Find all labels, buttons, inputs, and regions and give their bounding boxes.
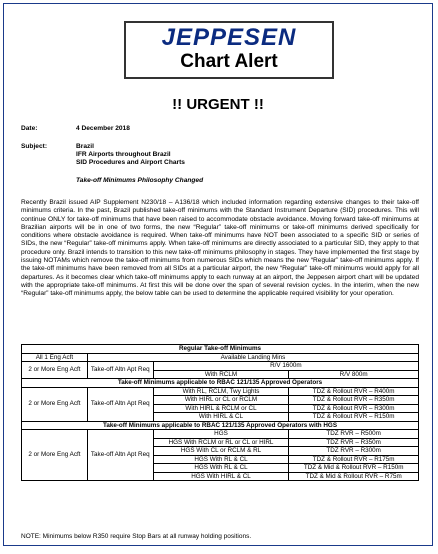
table-row: With RL, RCLM, Twy Lights <box>153 387 289 396</box>
rv-800-cell: R/V 800m <box>289 370 419 379</box>
subject-line-2: IFR Airports throughout Brazil <box>76 151 171 158</box>
table-row: TDZ & Mid & Rollout RVR – R75m <box>289 472 419 481</box>
table-row: TDZ & Rollout RVR – R400m <box>289 387 419 396</box>
avail-landing-cell: Available Landing Mins <box>87 353 418 362</box>
table-title: Regular Take-off Minimums <box>22 345 419 354</box>
section2-title: Take-off Minimums applicable to RBAC 121/135 Approved Operators <box>22 379 419 388</box>
altn-req-cell: Take-off Altn Apt Req <box>87 362 153 379</box>
table-row: HGS With CL or RCLM & RL <box>153 447 289 456</box>
table-row: HGS With RCLM or RL or CL or HIRL <box>153 438 289 447</box>
section3-eng-cell: 2 or More Eng Acft <box>22 430 88 481</box>
date-label: Date: <box>21 125 38 132</box>
subject-line-3: SID Procedures and Airport Charts <box>76 159 185 166</box>
take-off-minimums-table <box>21 344 419 481</box>
table-row: HGS With RL & CL <box>153 455 289 464</box>
table-row: TDZ RVR – R300m <box>289 447 419 456</box>
table-row: TDZ RVR – R350m <box>289 438 419 447</box>
table-row: TDZ & Mid & Rollout RVR – R150m <box>289 464 419 473</box>
urgent-heading: !! URGENT !! <box>172 96 264 113</box>
table-row: TDZ & Rollout RVR – R150m <box>289 413 419 422</box>
section2-eng-cell: 2 or More Eng Acft <box>22 387 88 421</box>
table-row: With HIRL & RCLM or CL <box>153 404 289 413</box>
topic-heading: Take-off Minimums Philosophy Changed <box>76 177 204 184</box>
table-row: TDZ & Rollout RVR – R300m <box>289 404 419 413</box>
table-row: HGS With HIRL & CL <box>153 472 289 481</box>
subject-label: Subject: <box>21 143 48 150</box>
subject-line-1: Brazil <box>76 143 94 150</box>
chart-alert-page <box>3 3 433 546</box>
table-row: TDZ & Rollout RVR – R175m <box>289 455 419 464</box>
rv-1600-cell: R/V 1600m <box>153 362 418 371</box>
two-or-more-cell: 2 or More Eng Acft <box>22 362 88 379</box>
body-paragraph: Recently Brazil issued AIP Supplement N230/18 – A136/18 which included information regarding extensive changes to their take-off minimums criteria. In the past, Brazil published take-off minimums with the Standard Instrument Departure (SID) procedures. This will continue ONLY for take-off minimums that have been raised to accommodate obstacle avoidance. Moving forward take-off minimums at Brazilian airports will be in one of two forms, the new “Regular” take-off minimums or take-off minimums derived specifically for conditions where obstacle avoidance is required. When take-off minimums have NOT been associated to a specific SID or series of SIDs, the new “Regular” take-off minimums apply. When take-off minimums are directly associated to a particular SID, they apply to that procedure only. Brazil intends to transition to this new take-off minimums philosophy in stages. They have implemented the first stage by issuing NOTAMs which remove the take-off minimums from numerous SIDs which means the new “Regular” take-off minimums apply. If the take-off minimums have been removed from all SIDs at a particular airport, the new “Regular” take-off minimums would apply for all departures. As it becomes clear which take-off minimums apply to each runway at an airport, the Jeppesen airport chart will be updated with the appropriate take-off minimums. At first this will be done over the span of several revision cycles. In the interim, when the new “Regular” take-off minimums apply, the below table can be used to determine the applicable required visibility for your operation. <box>21 199 419 298</box>
table-row: With HIRL or CL or RCLM <box>153 396 289 405</box>
date-value: 4 December 2018 <box>76 125 130 132</box>
all-eng-cell: All 1 Eng Acft <box>22 353 88 362</box>
section3-altn-cell: Take-off Altn Apt Req <box>87 430 153 481</box>
jeppesen-banner <box>124 21 334 79</box>
with-rclm-cell: With RCLM <box>153 370 289 379</box>
table-row: With HIRL & CL <box>153 413 289 422</box>
section2-altn-cell: Take-off Altn Apt Req <box>87 387 153 421</box>
table-row: TDZ & Rollout RVR – R350m <box>289 396 419 405</box>
table-row: TDZ RVR – R500m <box>289 430 419 439</box>
table-row: HGS <box>153 430 289 439</box>
chart-alert-title: Chart Alert <box>180 51 278 72</box>
jeppesen-logo: JEPPESEN <box>161 24 297 51</box>
section3-title: Take-off Minimums applicable to RBAC 121/135 Approved Operators with HGS <box>22 421 419 430</box>
table-row: HGS With RL & CL <box>153 464 289 473</box>
footnote: NOTE: Minimums below R350 require Stop Bars at all runway holding positions. <box>21 533 252 540</box>
